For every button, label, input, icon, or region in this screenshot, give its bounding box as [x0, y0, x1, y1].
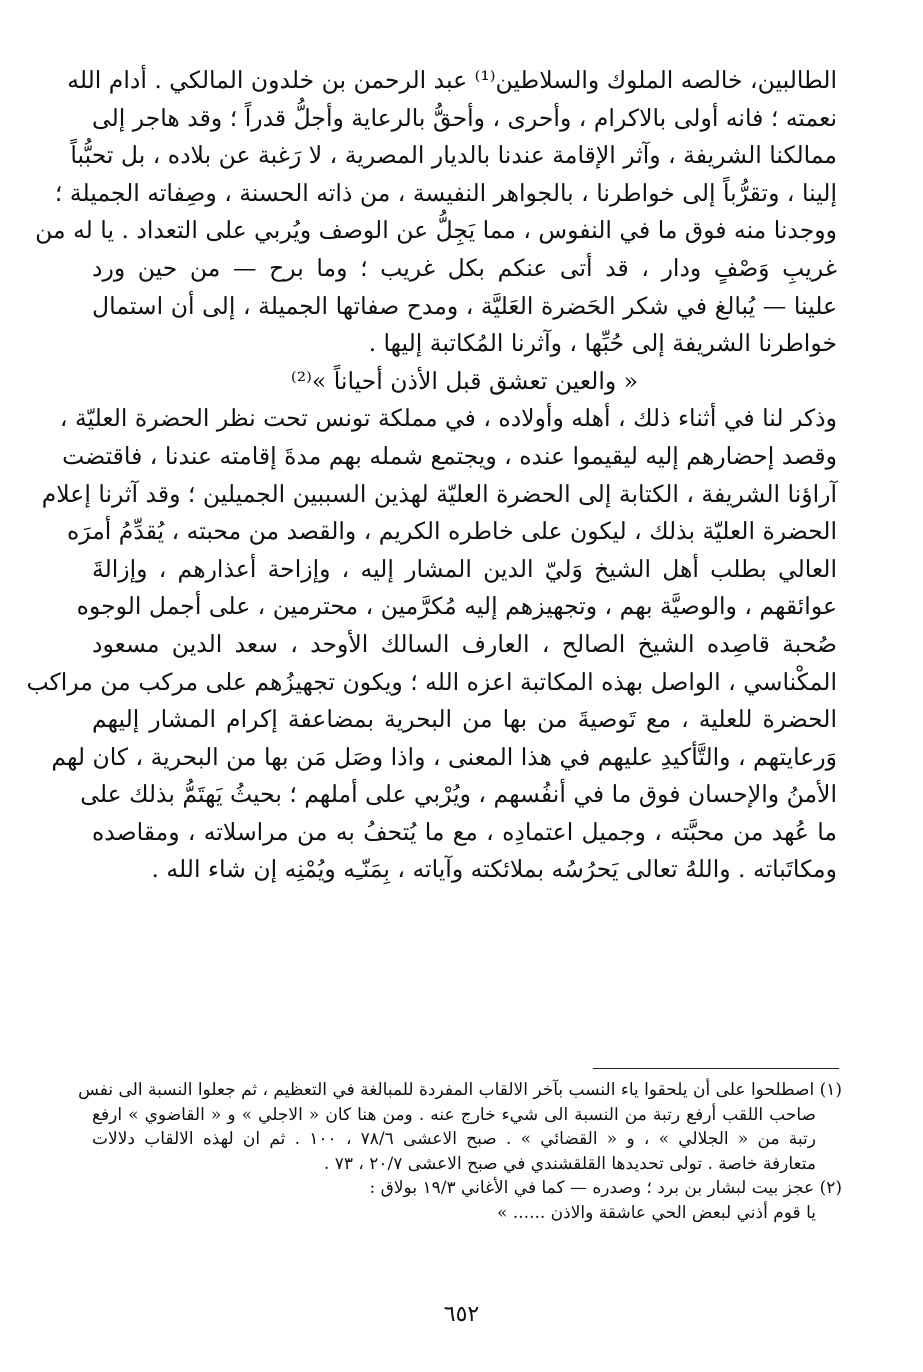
- text-line: الأمنُ والإحسان فوق ما في أنفُسهم ، ويُرْبي على أملهم ؛ بحيثُ يَهتَمُّ بذلك على: [80, 780, 837, 809]
- footnote-2-verse: يا قوم أذني لبعض الحي عاشقة والاذن ...... »: [497, 1202, 816, 1223]
- footnote-1-line: (١) اصطلحوا على أن يلحقوا ياء النسب بآخر الالقاب المفردة للمبالغة في التعظيم ، ثم جعلوا النسبة الى نفس: [78, 1080, 842, 1100]
- footnote-separator: [593, 1068, 839, 1069]
- verse-quote: « والعين تعشق قبل الأذن أحياناً »⁽²⁾: [290, 366, 639, 395]
- text-line: العالي بطلب أهل الشيخ وَليّ الدين المشار إليه ، وإزاحة أعذارهم ، وإزالةَ: [92, 554, 837, 583]
- text-line: غريبِ وَصْفٍ ودار ، قد أتى عنكم بكل غريب ؛ وما برح — من حين ورد: [92, 253, 837, 282]
- text-line: ممالكنا الشريفة ، وآثر الإقامة عندنا بالديار المصرية ، لا رَغبة عن بلاده ، بل تحبُّباً: [70, 141, 837, 170]
- footnote-1-line: صاحب اللقب أرفع رتبة من النسبة الى شيء خارج عنه . ومن هنا كان « الاجلي » و « القاضوي » ارفع: [92, 1104, 816, 1125]
- text-line: صُحبة قاصِده الشيخ الصالح ، العارف السالك الأوحد ، سعد الدين مسعود: [92, 629, 837, 658]
- text-line: وقصد إحضارهم إليه ليقيموا عنده ، ويجتمع شمله بهم مدةَ إقامته عندنا ، فاقتضت: [62, 441, 837, 470]
- text-line: إلينا ، وتقرُّباً إلى خواطرنا ، بالجواهر النفيسة ، من ذاته الحسنة ، وصِفاته الجميلة ؛: [54, 178, 837, 207]
- text-line: ومكاتَباته . واللهُ تعالى يَحرُسُه بملائكته وآياته ، بِمَنّـِه ويُمْنِه إن شاء الله .: [151, 855, 837, 884]
- text-line: الطالبين، خالصه الملوك والسلاطين⁽¹⁾ عبد الرحمن بن خلدون المالكي . أدام الله: [67, 66, 837, 94]
- text-line: وَرعايتهم ، والتَّأكيدِ عليهم في هذا المعنى ، واذا وصَل مَن بها من البحرية ، كان لهم: [51, 742, 837, 771]
- text-line: آراؤنا الشريفة ، الكتابة إلى الحضرة العليّة لهذين السببين الجميلين ؛ وقد آثرنا إعلام: [41, 479, 837, 508]
- text-line: نعمته ؛ فانه أولى بالاكرام ، وأحرى ، وأحقُّ بالرعاية وأجلُّ قدراً ؛ وقد هاجر إلى: [92, 103, 837, 132]
- page-number: ٦٥٢: [443, 1302, 480, 1327]
- text-line: علينا — يُبالغ في شكر الحَضرة العَليَّة ، ومدح صفاتها الجميلة ، إلى أن استمال: [92, 291, 837, 320]
- text-line: المكْناسي ، الواصل بهذه المكاتبة اعزه الله ؛ ويكون تجهيزُهم على مركب من مراكب: [26, 667, 837, 696]
- footnote-1-line: متعارفة خاصة . تولى تحديدها القلقشندي في صبح الاعشى ٢٠/٧ ، ٧٣ .: [323, 1153, 816, 1174]
- text-line: خواطرنا الشريفة إلى حُبِّها ، وآثرنا المُكاتبة إليها .: [368, 329, 837, 358]
- text-line: ما عُهد من محبَّته ، وجميل اعتمادِه ، مع ما يُتحفُ به من مراسلاته ، ومقاصده: [92, 817, 837, 846]
- text-line: الحضرة للعلية ، مع تَوصيةَ من بها من البحرية بمضاعفة إكرام المشار إليهم: [92, 705, 837, 734]
- text-line: وذكر لنا في أثناء ذلك ، أهله وأولاده ، في مملكة تونس تحت نظر الحضرة العليّة ،: [59, 404, 837, 433]
- footnote-1-line: رتبة من « الجلالي » ، و « القضائي » . صبح الاعشى ٧٨/٦ ، ١٠٠ . ثم ان لهذه الالقاب دلالات: [92, 1129, 816, 1149]
- footnote-2-line: (٢) عجز بيت لبشار بن برد ؛ وصدره — كما في الأغاني ١٩/٣ بولاق :: [369, 1178, 842, 1198]
- text-line: عوائقهم ، والوصيَّة بهم ، وتجهيزهم إليه مُكرَّمين ، محترمين ، على أجمل الوجوه: [76, 592, 837, 621]
- footnotes: [78, 1078, 842, 1225]
- text-line: ووجدنا منه فوق ما في النفوس ، مما يَجِلُّ عن الوصف ويُربي على التعداد . يا له من: [35, 216, 837, 245]
- text-line: الحضرة العليّة بذلك ، ليكون على خاطره الكريم ، والقصد من محبته ، يُقدِّمُ أمرَه: [66, 517, 837, 546]
- main-text-body: [26, 62, 837, 889]
